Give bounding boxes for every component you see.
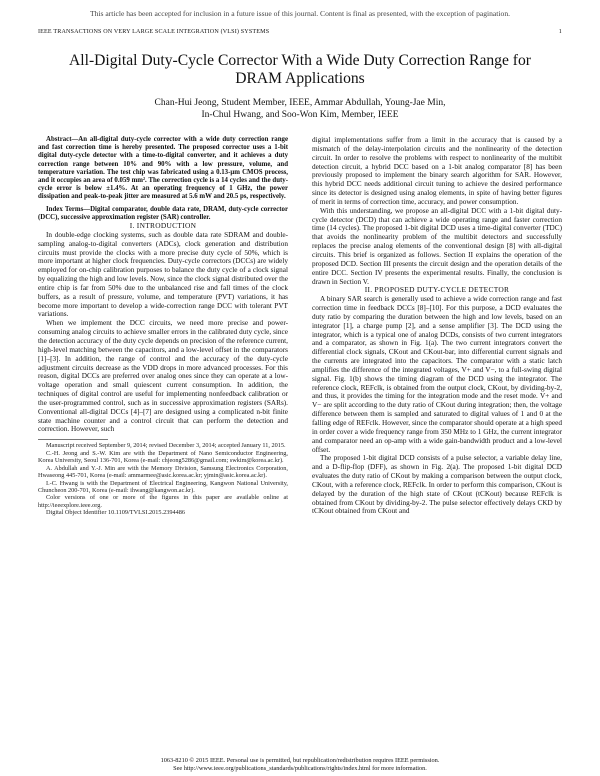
paper-title: All-Digital Duty-Cycle Corrector With a Wide Duty Correction Range for DRAM Applications xyxy=(69,52,531,87)
section-heading-introduction: I. INTRODUCTION xyxy=(129,221,197,231)
author-block xyxy=(60,97,540,121)
right-column xyxy=(312,136,562,516)
body-paragraph: A binary SAR search is generally used to achieve a wide correction range and fast correction time in feedback DCCs [8]–[10]. For this purpose, a DCD evaluates the duty ratio by comparing the duration between the high and low levels, based on an integrator [1], a charge pump [2], and a sense amplifier [3]. The DCD using the integrator, which is a typical one of analog DCDs, consists of two current integrators and a comparator, as shown in Fig. 1(a). The two current integrators convert the differential clock signals, CKout and CKout-bar, into differential current signals and the currents are integrated into the capacitors. The comparator with a static latch amplifies the difference of the integrated voltages, V+ and V−, to a full-swing digital signal. Fig. 1(b) shows the timing diagram of the DCD using the integrator. The reference clock, REFclk, is obtained from the output clock, CKout, by dividing-by-2, and thus, it provides the timing for the integration mode and the reset mode. V+ and V− are split according to the duty ratio of CKout during integration; then, the voltage difference between them is sampled and saturated to digital values of 1 and 0 at the falling edge of REFclk. However, since the comparator should operate at a high speed in order cover a wide frequency range from 350 MHz to 1 GHz, the current integrator and comparator need an op-amp with a wide gain-bandwidth product and a low-level offset. xyxy=(312,295,562,454)
footnotes xyxy=(38,442,288,517)
author-line: In-Chul Hwang, and Soo-Won Kim, Member, IEEE xyxy=(201,110,399,120)
journal-name: IEEE TRANSACTIONS ON VERY LARGE SCALE INTEGRATION (VLSI) SYSTEMS xyxy=(38,29,270,35)
footnote: Manuscript received September 9, 2014; revised December 3, 2014; accepted January 11, 2015. xyxy=(46,442,286,450)
section-heading-proposed-dcd: II. PROPOSED DUTY-CYCLE DETECTOR xyxy=(364,285,510,295)
index-terms: Index Terms—Digital comparator, double data rate, DRAM, duty-cycle corrector (DCC), successive approximation register (SAR) controller. xyxy=(38,205,288,221)
body-paragraph: In double-edge clocking systems, such as double data rate SDRAM and double-sampling analog-to-digital converters (ADCs), clock generation and distribution circuits must provide the clocks with a more precise duty cycle of 50%, which is more important at higher clock frequencies. Duty-cycle correctors (DCCs) are widely employed for on-chip calibration purposes to balance the duty cycle of a clock signal by equalizing the high and low levels. Now, since the clock signal distributed over the entire chip is far from 50% due to the unbalanced rise and fall times of the clock buffers, as a result of pressure, volume, and temperature (PVT) variations, it has become more important to develop a wide-correction range DCC with tolerant PVT variations. xyxy=(38,230,288,319)
rights-link-line: See http://www.ieee.org/publications_standards/publications/rights/index.html for more information. xyxy=(173,764,427,772)
author-line: Chan-Hui Jeong, Student Member, IEEE, Ammar Abdullah, Young-Jae Min, xyxy=(154,98,446,108)
body-paragraph: When we implement the DCC circuits, we need more precise and power-consuming analog circuits to achieve smaller errors in the calibrated duty cycle, since the detection accuracy of the duty cycle depends on precision of the reference current, high-level matching between the capacitors, and a low-level offset in the comparators [1]–[3]. In addition, the range of control and the accuracy of the duty-cycle adjustment circuits decrease as the VDD drops in more advanced processes. For this reason, digital DCCs are preferred over analog ones since they can operate at a low-voltage operation and small quiescent current consumption. In addition, the techniques of digital control are useful for implementing nonfeedback calibration or the user-programmed control, such as in successive approximation registers (SARs). Conventional all-digital DCCs [4]–[7] are designed using a complicated n-bit finite state machine counter and a control circuit that can perform the detection and correction. However, such xyxy=(38,319,288,434)
footnote: I.-C. Hwang is with the Department of Electrical Engineering, Kangwon National University, Chuncheon 200-701, Korea (e-mail: ihwang@kangwon.ac.kr). xyxy=(38,479,288,494)
copyright-line: 1063-8210 © 2015 IEEE. Personal use is permitted, but republication/redistribution requires IEEE permission. xyxy=(160,757,440,764)
body-paragraph: With this understanding, we propose an all-digital DCC with a 1-bit digital duty-cycle detector (DCD) that can achieve a wide operating range and faster correction time (14 cycles). The proposed 1-bit digital DCD uses a time-digital converter (TDC) that avoids the nonlinearity problem of the multibit detectors and successfully replaces the precise analog elements of the conventional design [8] with all-digital circuits. This brief is organized as follows. Section II explains the operation of the proposed DCD. Section III presents the circuit design and the operation details of the entire DCC. Section IV presents the experimental results. Finally, the conclusion is drawn in Section V. xyxy=(312,206,562,286)
doi-footnote: Digital Object Identifier 10.1109/TVLSI.2015.2394486 xyxy=(46,509,185,517)
running-header xyxy=(38,29,562,35)
footnote: C.-H. Jeong and S.-W. Kim are with the Department of Nano Semiconductor Engineering, Korea University, Seoul 136-701, Korea (e-mail: chjeong5286@gmail.com; swkim@korea.ac.kr). xyxy=(38,449,288,465)
left-column xyxy=(38,136,288,517)
abstract-block xyxy=(38,136,288,222)
footnote: A. Abdullah and Y.-J. Min are with the Memory Division, Samsung Electronics Corporation, Hwaseong 445-701, Korea (e-mail: ammarmee@asic.korea.ac.kr; yjmin@asic.korea.ac.kr). xyxy=(38,464,288,480)
body-paragraph: digital implementations suffer from a limit in the accuracy that is caused by a mismatch of the delay-interpolation circuits and the nonlinearity of the detection circuit. In order to resolve the problems with respect to nonlinearity of the multibit detection circuit, a hybrid DCC based on a 1-bit analog comparator [8] has been previously proposed to implement the binary search algorithm for SAR. However, this hybrid DCC needs additional circuit tuning to achieve the desired performance since its detector is designed using analog elements, in spite of having better figures of merit in terms of correction time, accuracy, and power consumption. xyxy=(312,136,562,206)
abstract-text: Abstract—An all-digital duty-cycle corrector with a wide duty correction range and fast correction time is hereby presented. The proposed corrector uses a 1-bit digital duty-cycle detector with a time-to-digital converter, and it achieves a duty correction range between 10% and 90% with a low pressure, volume, and temperature variation. The test chip was fabricated using a 0.13-μm CMOS process, and it occupies an area of 0.059 mm². The correction cycle is a 14 cycles and the duty-cycle error is below ±1.4%. At an operating frequency of 1 GHz, the power dissipation and peak-to-peak jitter are measured at 5.6 mW and 20.5 ps, respectively. xyxy=(38,136,288,201)
body-paragraph: The proposed 1-bit digital DCD consists of a pulse selector, a variable delay line, and a D-flip-flop (DFF), as shown in Fig. 2(a). The proposed 1-bit digital DCD evaluates the duty ratio of CKout by making a comparison between the output clock, CKout, with a reference clock, REFclk. In order to perform this comparison, CKout is delayed by the duration of the high state of CKout (tCKout) because REFclk is obtained from CKout by dividing-by-2. The pulse selector effectively delays CKD by tCKout obtained from CKout and xyxy=(312,454,562,516)
acceptance-banner: This article has been accepted for inclusion in a future issue of this journal. Content is final as presented, with the exception of pagination. xyxy=(89,9,511,18)
copyright-footer xyxy=(0,757,600,772)
page-number: 1 xyxy=(558,29,562,35)
footnote: Color versions of one or more of the figures in this paper are available online at http://ieeexplore.ieee.org. xyxy=(38,494,288,509)
footnote-divider xyxy=(38,439,108,440)
